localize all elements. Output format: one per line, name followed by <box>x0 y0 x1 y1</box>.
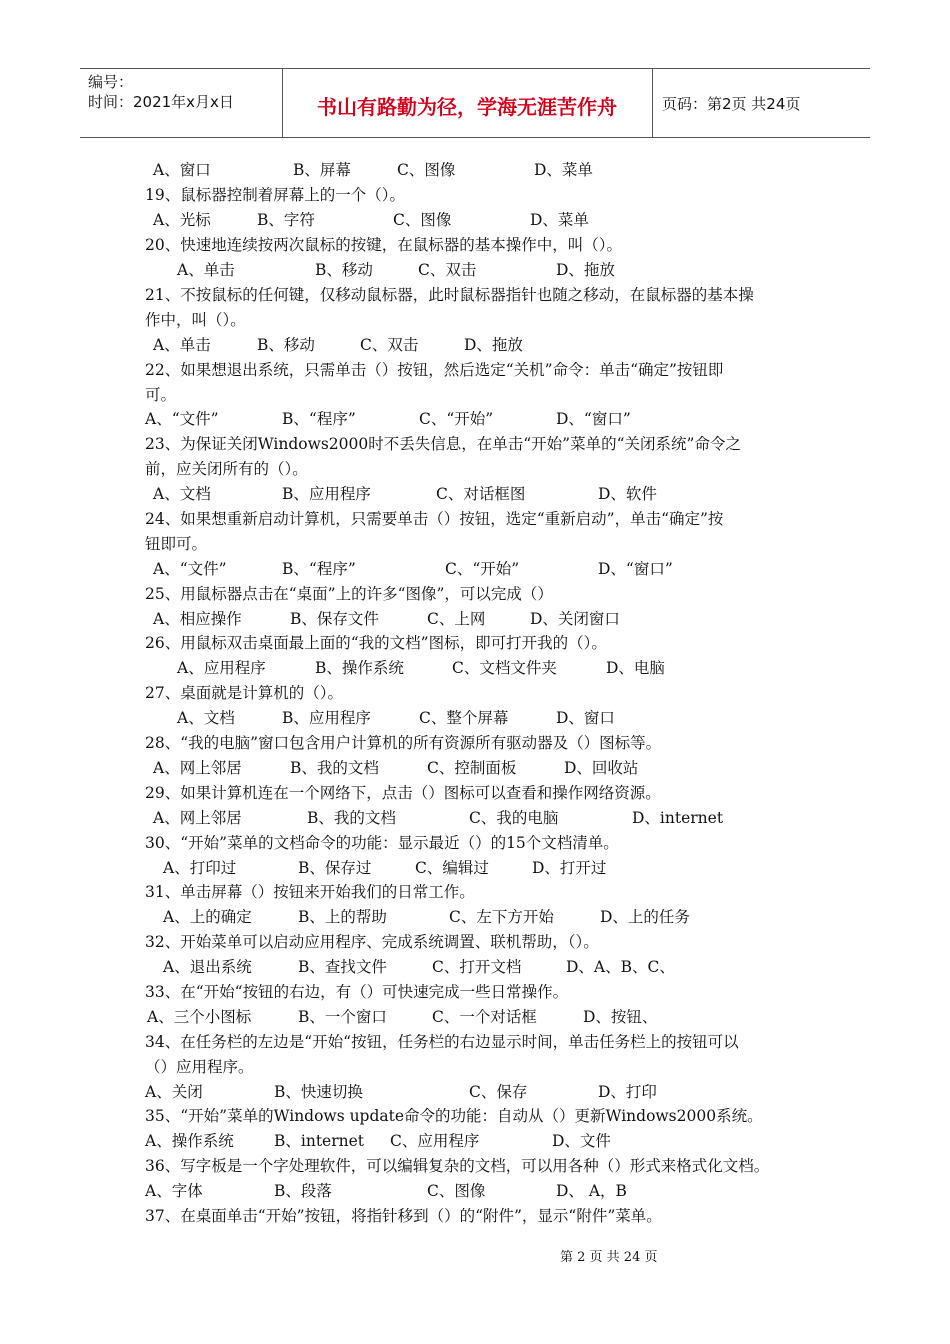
option-d: D、“窗口” <box>556 410 631 428</box>
option-d: D、A、B、C、 <box>566 958 675 976</box>
question-21-line2: 作中，叫（）。 <box>145 311 246 329</box>
option-a: A、单击 <box>177 261 235 279</box>
header-motto-cell <box>282 69 653 137</box>
question-23-line1: 23、为保证关闭Windows2000时不丢失信息，在单击“开始”菜单的“关闭系统”命令之 <box>145 435 741 453</box>
option-c: C、图像 <box>393 211 452 229</box>
question-23-line2: 前，应关闭所有的（）。 <box>145 460 308 478</box>
option-a: A、相应操作 <box>153 610 242 628</box>
option-a: A、文档 <box>153 485 211 503</box>
question-29: 29、如果计算机连在一个网络下，点击（）图标可以查看和操作网络资源。 <box>145 784 661 802</box>
option-c: C、控制面板 <box>427 759 517 777</box>
option-c: C、应用程序 <box>390 1132 480 1150</box>
question-26: 26、用鼠标双击桌面最上面的“我的文档”图标，即可打开我的（）。 <box>145 634 607 652</box>
question-30: 30、“开始”菜单的文档命令的功能：显示最近（）的15个文档清单。 <box>145 834 619 852</box>
option-a: A、应用程序 <box>177 659 266 677</box>
page-info: 页码：第2页 共24页 <box>662 95 801 113</box>
option-b: B、字符 <box>257 211 315 229</box>
option-b: B、段落 <box>274 1182 332 1200</box>
option-c: C、“开始” <box>445 560 520 578</box>
page-header <box>80 68 870 138</box>
option-b: B、查找文件 <box>298 958 387 976</box>
option-b: B、我的文档 <box>290 759 379 777</box>
option-d: D、电脑 <box>606 659 665 677</box>
header-meta <box>80 69 283 137</box>
option-d: D、上的任务 <box>600 908 690 926</box>
question-32: 32、开始菜单可以启动应用程序、完成系统调置、联机帮助，（）。 <box>145 933 599 951</box>
option-d: D、软件 <box>598 485 657 503</box>
option-b: B、保存文件 <box>290 610 379 628</box>
question-24-line2: 钮即可。 <box>145 535 208 553</box>
option-d: D、打印 <box>598 1083 657 1101</box>
question-25: 25、用鼠标器点击在“桌面”上的许多“图像”，可以完成（） <box>145 585 553 603</box>
option-a: A、退出系统 <box>163 958 252 976</box>
option-a: A、三个小图标 <box>147 1008 252 1026</box>
option-d: D、按钮、 <box>583 1008 658 1026</box>
option-c: C、图像 <box>397 161 456 179</box>
option-d: D、 A，B <box>556 1182 627 1200</box>
question-36: 36、写字板是一个字处理软件，可以编辑复杂的文档，可以用各种（）形式来格式化文档。 <box>145 1157 770 1175</box>
option-a: A、“文件” <box>153 560 227 578</box>
option-a: A、“文件” <box>145 410 219 428</box>
option-c: C、文档文件夹 <box>452 659 557 677</box>
option-d: D、打开过 <box>532 859 607 877</box>
option-a: A、打印过 <box>163 859 237 877</box>
option-c: C、上网 <box>427 610 486 628</box>
question-20: 20、快速地连续按两次鼠标的按键，在鼠标器的基本操作中，叫（）。 <box>145 236 622 254</box>
option-a: A、窗口 <box>153 161 211 179</box>
question-19: 19、鼠标器控制着屏幕上的一个（）。 <box>145 186 405 204</box>
question-24-line1: 24、如果想重新启动计算机，只需要单击（）按钮，选定“重新启动”，单击“确定”按 <box>145 510 724 528</box>
motto: 书山有路勤为径，学海无涯苦作舟 <box>317 95 617 119</box>
header-page-cell <box>652 69 870 137</box>
option-a: A、操作系统 <box>145 1132 234 1150</box>
option-a: A、关闭 <box>145 1083 203 1101</box>
option-b: B、移动 <box>315 261 373 279</box>
question-34-line1: 34、在任务栏的左边是“开始“按钮，任务栏的右边显示时间，单击任务栏上的按钮可以 <box>145 1033 739 1051</box>
option-a: A、单击 <box>153 336 211 354</box>
option-b: B、操作系统 <box>315 659 404 677</box>
option-b: B、保存过 <box>298 859 372 877</box>
question-27: 27、桌面就是计算机的（）。 <box>145 684 343 702</box>
question-31: 31、单击屏幕（）按钮来开始我们的日常工作。 <box>145 883 475 901</box>
option-b: B、“程序” <box>282 410 356 428</box>
option-b: B、应用程序 <box>282 709 371 727</box>
question-28: 28、“我的电脑”窗口包含用户计算机的所有资源所有驱动器及（）图标等。 <box>145 734 662 752</box>
option-a: A、网上邻居 <box>153 809 242 827</box>
option-d: D、关闭窗口 <box>530 610 620 628</box>
option-c: C、“开始” <box>419 410 494 428</box>
option-d: D、拖放 <box>464 336 523 354</box>
option-a: A、文档 <box>177 709 235 727</box>
question-37: 37、在桌面单击“开始”按钮，将指针移到（）的“附件”，显示“附件”菜单。 <box>145 1207 662 1225</box>
option-c: C、双击 <box>418 261 477 279</box>
option-d: D、菜单 <box>534 161 593 179</box>
question-35: 35、“开始”菜单的Windows update命令的功能：自动从（）更新Windows2000系统。 <box>145 1107 763 1125</box>
option-d: D、菜单 <box>530 211 589 229</box>
option-c: C、图像 <box>427 1182 486 1200</box>
option-c: C、我的电脑 <box>469 809 559 827</box>
option-b: B、internet <box>274 1132 365 1150</box>
option-c: C、对话框图 <box>436 485 526 503</box>
option-c: C、保存 <box>469 1083 528 1101</box>
option-b: B、移动 <box>257 336 315 354</box>
doc-time: 时间：2021年x月x日 <box>88 93 234 111</box>
option-a: A、字体 <box>145 1182 203 1200</box>
option-c: C、一个对话框 <box>432 1008 537 1026</box>
option-c: C、整个屏幕 <box>419 709 509 727</box>
option-d: D、窗口 <box>556 709 615 727</box>
question-22-line2: 可。 <box>145 386 177 404</box>
option-d: D、“窗口” <box>598 560 673 578</box>
doc-number: 编号： <box>88 73 134 91</box>
option-b: B、快速切换 <box>274 1083 363 1101</box>
option-d: D、文件 <box>552 1132 611 1150</box>
option-b: B、上的帮助 <box>298 908 387 926</box>
option-d: D、回收站 <box>564 759 639 777</box>
option-a: A、光标 <box>153 211 211 229</box>
question-34-line2: （）应用程序。 <box>145 1058 254 1076</box>
option-b: B、屏幕 <box>293 161 351 179</box>
option-b: B、我的文档 <box>307 809 396 827</box>
option-c: C、双击 <box>360 336 419 354</box>
question-33: 33、在“开始“按钮的右边，有（）可快速完成一些日常操作。 <box>145 983 569 1001</box>
option-a: A、上的确定 <box>163 908 252 926</box>
page-footer: 第 2 页 共 24 页 <box>560 1250 658 1265</box>
question-22-line1: 22、如果想退出系统，只需单击（）按钮，然后选定“关机”命令：单击“确定”按钮即 <box>145 361 724 379</box>
option-c: C、编辑过 <box>415 859 489 877</box>
option-a: A、网上邻居 <box>153 759 242 777</box>
option-c: C、打开文档 <box>432 958 522 976</box>
option-b: B、一个窗口 <box>298 1008 387 1026</box>
option-c: C、左下方开始 <box>449 908 554 926</box>
option-d: D、拖放 <box>556 261 615 279</box>
option-d: D、internet <box>632 809 724 827</box>
option-b: B、“程序” <box>282 560 356 578</box>
question-21-line1: 21、不按鼠标的任何键，仅移动鼠标器，此时鼠标器指针也随之移动，在鼠标器的基本操 <box>145 286 754 304</box>
option-b: B、应用程序 <box>282 485 371 503</box>
